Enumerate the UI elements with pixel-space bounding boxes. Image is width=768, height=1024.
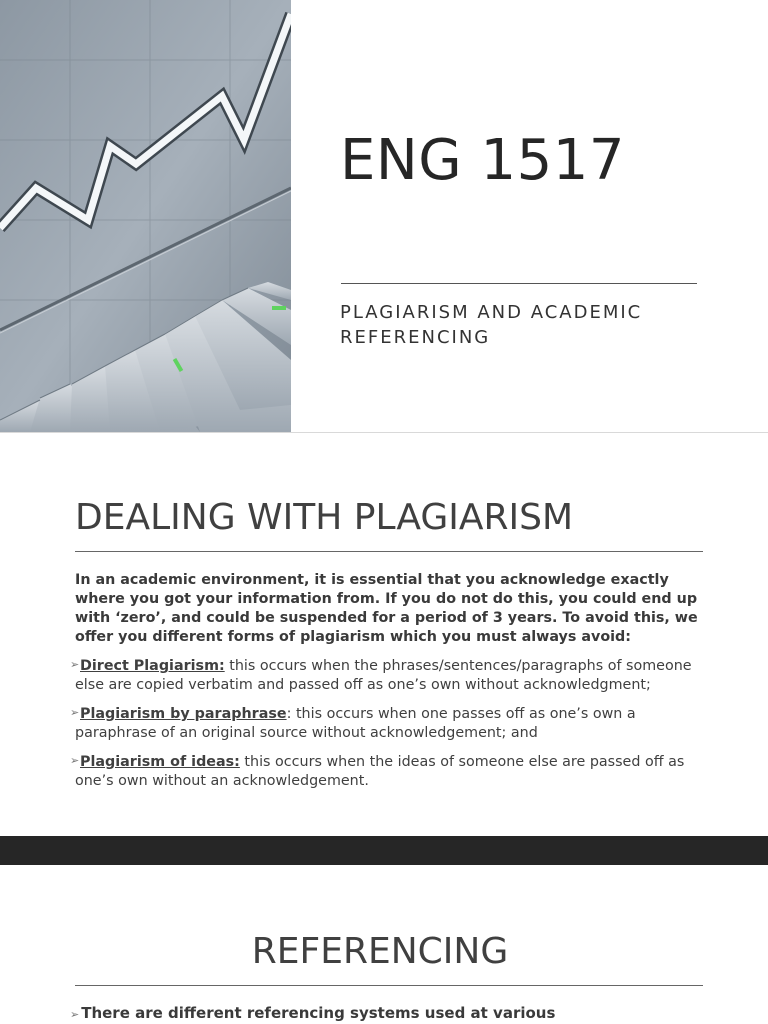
bullet-text: There are different referencing systems used at various bbox=[81, 1004, 556, 1022]
bullet-text: : this occurs when one passes off as one’s own a paraphrase of an original source without acknowledgement; and bbox=[75, 706, 636, 741]
presentation-subtitle: PLAGIARISM AND ACADEMIC REFERENCING bbox=[340, 302, 643, 348]
bullet-term: Plagiarism of ideas: bbox=[80, 754, 240, 770]
presentation-title: ENG 1517 bbox=[340, 128, 625, 193]
bullet-text: this occurs when the ideas of someone else are passed off as one’s own without an acknowledgement. bbox=[75, 754, 685, 789]
list-item bbox=[70, 1004, 555, 1022]
list-item bbox=[70, 705, 707, 743]
list-item bbox=[70, 753, 707, 791]
arrow-bullet-icon: ➢ bbox=[70, 1008, 80, 1021]
heading-divider bbox=[75, 551, 703, 552]
staircase-graph-image bbox=[0, 0, 291, 432]
slide-divider-band bbox=[0, 836, 768, 865]
intro-paragraph: In an academic environment, it is essential that you acknowledge exactly where you got your information from. If you do not do this, you could end up with ‘zero’, and could be suspended for a period of 3 years. To avoid this, we offer you different forms of plagiarism which you must always avoid: bbox=[75, 572, 698, 645]
arrow-bullet-icon: ➢ bbox=[70, 754, 80, 767]
referencing-slide bbox=[0, 865, 768, 1024]
bullet-term: Direct Plagiarism: bbox=[80, 658, 225, 674]
heading-divider bbox=[75, 985, 703, 986]
bullet-term: Plagiarism by paraphrase bbox=[80, 706, 287, 722]
arrow-bullet-icon: ➢ bbox=[70, 706, 80, 719]
bullet-text: this occurs when the phrases/sentences/paragraphs of someone else are copied verbatim and passed off as one’s own without acknowledgment; bbox=[75, 658, 692, 693]
slide-heading: DEALING WITH PLAGIARISM bbox=[75, 497, 574, 538]
slide-heading: REFERENCING bbox=[251, 931, 509, 972]
arrow-bullet-icon: ➢ bbox=[70, 658, 80, 671]
title-divider bbox=[341, 283, 697, 284]
list-item bbox=[70, 657, 707, 695]
plagiarism-slide bbox=[0, 433, 768, 836]
title-slide bbox=[0, 0, 768, 432]
plagiarism-types-list bbox=[70, 657, 707, 801]
